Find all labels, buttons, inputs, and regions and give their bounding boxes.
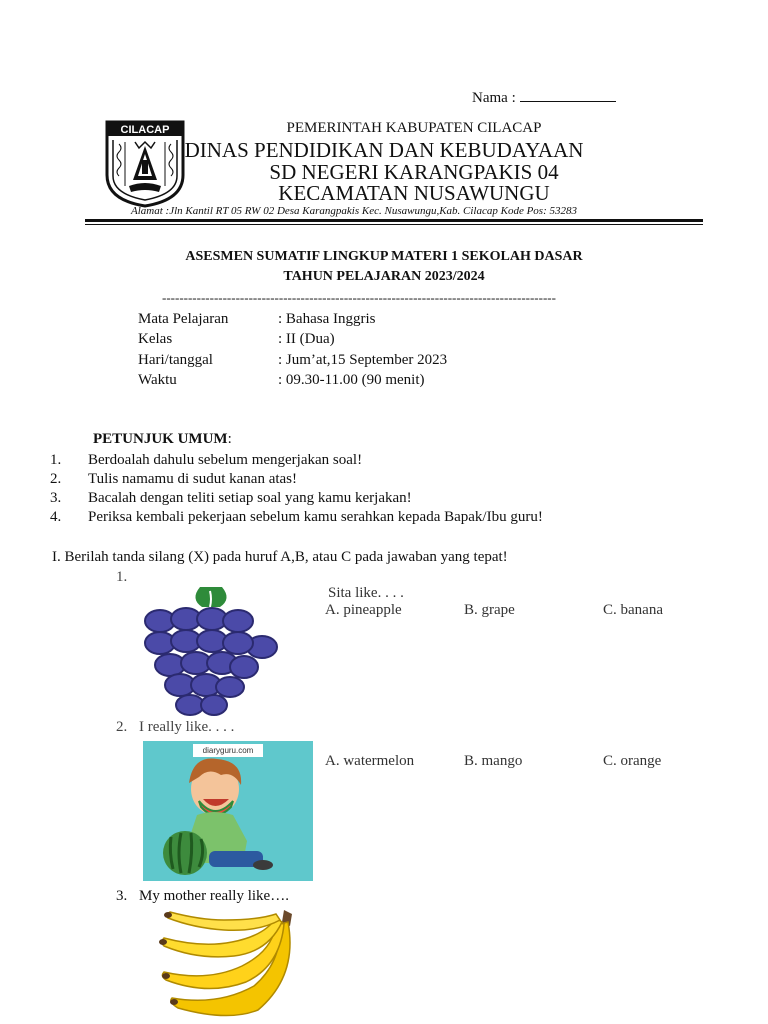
instruction-text: Bacalah dengan teliti setiap soal yang kamu kerjakan! [88, 490, 412, 506]
header-rule-thick [85, 219, 703, 222]
option-b[interactable]: B. grape [464, 602, 515, 618]
instruction-number: 4. [50, 509, 62, 525]
logo-text: CILACAP [120, 124, 170, 136]
question-text: My mother really like…. [139, 888, 289, 904]
info-label: Hari/tanggal [138, 352, 213, 368]
instruction-text: Periksa kembali pekerjaan sebelum kamu serahkan kepada Bapak/Ibu guru! [88, 509, 543, 525]
header-line-2: DINAS PENDIDIKAN DAN KEBUDAYAAN [184, 138, 584, 162]
info-label: Mata Pelajaran [138, 311, 229, 327]
section-instruction: I. Berilah tanda silang (X) pada huruf A,B, atau C pada jawaban yang tepat! [52, 549, 508, 565]
instruction-item [50, 490, 412, 507]
instruction-text: Berdoalah dahulu sebelum mengerjakan soal! [88, 452, 363, 468]
question-text: I really like. . . . [139, 719, 235, 735]
name-label: Nama : [472, 90, 516, 106]
info-value: : Jum’at,15 September 2023 [278, 352, 448, 368]
info-value: : Bahasa Inggris [278, 311, 376, 327]
instructions-title: PETUNJUK UMUM [93, 431, 228, 447]
exam-year: TAHUN PELAJARAN 2023/2024 [283, 269, 485, 284]
header-address: Alamat :Jln Kantil RT 05 RW 02 Desa Karangpakis Kec. Nusawungu,Kab. Cilacap Kode Pos: 53283 [131, 205, 578, 217]
header-line-1: PEMERINTAH KABUPATEN CILACAP [286, 120, 542, 136]
image-caption: diaryguru.com [193, 744, 263, 757]
question-text: Sita like. . . . [328, 585, 404, 601]
banana-image [158, 906, 313, 1018]
info-row [138, 372, 425, 389]
instruction-number: 2. [50, 471, 62, 487]
dashed-separator: ------------------------------------------------------------------------------------------- [162, 290, 556, 305]
question-number: 3. [116, 888, 128, 904]
instruction-number: 3. [50, 490, 62, 506]
instructions-heading [93, 431, 232, 448]
question-number: 1. [116, 569, 128, 585]
name-field[interactable] [472, 87, 616, 107]
instruction-text: Tulis namamu di sudut kanan atas! [88, 471, 298, 487]
instruction-item [50, 452, 362, 469]
instructions-colon: : [227, 431, 232, 447]
instruction-item [50, 509, 543, 526]
exam-title: ASESMEN SUMATIF LINGKUP MATERI 1 SEKOLAH DASAR [185, 249, 583, 264]
option-a[interactable]: A. pineapple [325, 602, 402, 618]
info-row [138, 311, 375, 328]
instruction-item [50, 471, 297, 488]
option-c[interactable]: C. orange [603, 753, 662, 769]
info-label: Waktu [138, 372, 177, 388]
boy-watermelon-image [143, 741, 313, 881]
option-a[interactable]: A. watermelon [325, 753, 415, 769]
info-row [138, 331, 335, 348]
info-value: : II (Dua) [278, 331, 335, 347]
header-line-4: KECAMATAN NUSAWUNGU [278, 181, 550, 205]
header-rule-thin [85, 224, 703, 225]
name-blank-line[interactable] [520, 87, 616, 102]
header-line-3: SD NEGERI KARANGPAKIS 04 [269, 160, 559, 184]
instruction-number: 1. [50, 452, 62, 468]
grape-image [140, 585, 278, 717]
info-label: Kelas [138, 331, 173, 347]
option-c[interactable]: C. banana [603, 602, 663, 618]
info-row [138, 352, 447, 369]
question-number: 2. [116, 719, 128, 735]
option-b[interactable]: B. mango [464, 753, 523, 769]
info-value: : 09.30-11.00 (90 menit) [278, 372, 425, 388]
